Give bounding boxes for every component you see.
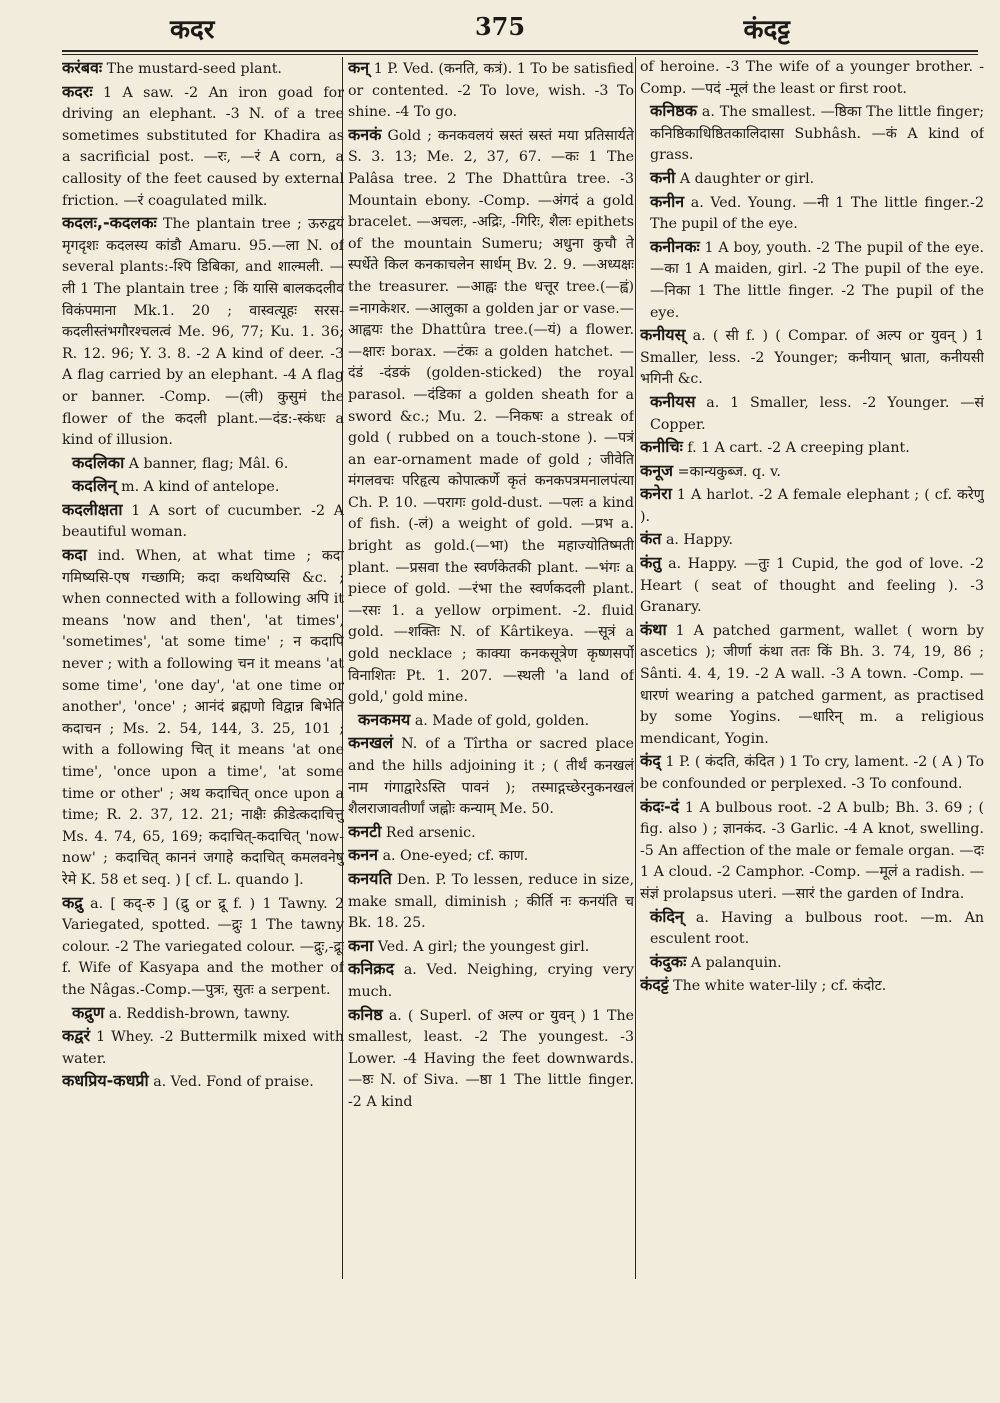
definition: N. of a Tîrtha or sacred place and the hills adjoining it ; ( तीर्थं कनखलं नाम गंगाद्वारेऽस्ति पावनं ); तस्माद्गच्छेरनुकनखलं शैलराजावतीर्णां जह्नोः कन्याम् Me. 50. [348, 736, 634, 818]
column-left [62, 57, 344, 1279]
definition: A palanquin. [690, 954, 782, 971]
dictionary-entry [348, 57, 634, 124]
definition: a. ( सी f. ) ( Compar. of अल्प or युवन् ) 1 Smaller, less. -2 Younger; कनीयान् भ्राता, कनीयसी भगिनी &c. [640, 328, 984, 388]
dictionary-entry [62, 892, 344, 1002]
dictionary-entry [62, 499, 344, 544]
headword: कनीयस् [640, 325, 686, 345]
dictionary-entry [348, 821, 634, 845]
columns [62, 57, 984, 1279]
definition: =कान्यकुब्ज. q. v. [677, 463, 781, 480]
headword: कदरः [62, 81, 93, 101]
definition: a. 1 Smaller, less. -2 Younger. —सं Copper. [650, 394, 984, 433]
dictionary-entry [348, 709, 634, 733]
dictionary-entry [62, 544, 344, 892]
dictionary-entry [640, 906, 984, 951]
definition: 1 A saw. -2 An iron goad for driving an elephant. -3 N. of a tree sometimes substituted for Khadira as a sacrificial post. —रः, —रं A corn, a callosity of the feet caused by external friction. —रं coagulated milk. [62, 84, 344, 209]
definition: a. Ved. Fond of praise. [153, 1074, 314, 1091]
headword: कनी [650, 167, 676, 187]
definition: Gold ; कनकवलयं स्रस्तं स्रस्तं मया प्रतिसार्यते S. 3. 13; Me. 2, 37, 67. —कः 1 The Palâsa tree. 2 The Dhattûra tree. -3 Mountain ebony. -Comp. —अंगदं a gold bracelet. —अचलः, -अद्रिः, -गिरिः, शैलः epithets of the mountain Sumeru; अधुना कुचौ ते स्पर्धेते किल कनकाचलेन सार्धम् Bv. 2. 9. —अध्यक्षः the treasurer. —आह्वः the धत्तूर tree.(—ह्वं) =नागकेशर. —आलुका a golden jar or vase.—आह्वयः the Dhattûra tree.(—यं) a flower. —क्षारः borax. —टंकः a golden hatchet. —दंडं -दंडकं (golden-sticked) the royal parasol. —दंडिका a golden sheath for a sword &c.; Mu. 2. —निकषः a streak of gold ( rubbed on a touch-stone ). —पत्रं an ear-ornament made of gold ; जीवेति मंगलवचः परिहृत्य कोपात्कर्णे कृतं कनकपत्रमनालपंत्या Ch. P. 10. —परागः gold-dust. —पलः a kind of fish. (-लं) a weight of gold. —प्रभ a. bright as gold.(—भा) the महाज्योतिष्मती plant. —प्रसवा the स्वर्णकेतकी plant. —भंगः a piece of gold. —रंभा the स्वर्णकदली plant. —रसः 1. a yellow orpiment. -2. fluid gold. —शक्तिः N. of Kârtikeya. —सूत्रं a gold necklace ; काक्या कनकसूत्रेण कृष्णसर्पो विनाशितः Pt. 1. 207. —स्थली 'a land of gold,' gold mine. [348, 127, 634, 706]
dictionary-entry [62, 475, 344, 499]
dictionary-entry [640, 619, 984, 751]
definition: a. Ved. Young. —नी 1 The little finger.-2 The pupil of the eye. [650, 194, 984, 233]
definition: a. Reddish-brown, tawny. [108, 1005, 291, 1022]
definition: f. 1 A cart. -2 A creeping plant. [687, 440, 910, 457]
definition: of heroine. -3 The wife of a younger brother. -Comp. —पदं -मूलं the least or first root. [640, 59, 984, 97]
headword: कंदिन् [650, 906, 684, 926]
definition: Den. P. To lessen, reduce in size, make small, diminish ; कीर्ति नः कनयंति च Bk. 18. 25. [348, 871, 634, 932]
dictionary-entry [348, 732, 634, 820]
definition: Red arsenic. [385, 824, 476, 841]
definition: A banner, flag; Mâl. 6. [128, 455, 289, 472]
definition: a. Happy. —तुः 1 Cupid, the god of love. -2 Heart ( seat of thought and feeling ). -3 Granary. [640, 556, 984, 616]
headword: कनिष्ठ [348, 1004, 383, 1024]
headword: कदलीक्षता [62, 499, 123, 519]
headword: कनिक्रद [348, 959, 395, 979]
headword: कनयति [348, 868, 392, 888]
headword: कंद् [640, 751, 661, 771]
headword: करंबवः [62, 58, 103, 77]
definition: 1 A harlot. -2 A female elephant ; ( cf. करेणु ). [640, 487, 984, 525]
dictionary-entry [348, 1004, 634, 1114]
dictionary-entry [640, 57, 984, 100]
dictionary-entry [62, 212, 344, 452]
headword: कंथा [640, 619, 667, 639]
definition: A daughter or girl. [679, 170, 815, 187]
column-right [640, 57, 984, 1279]
headword: कंदट्टं [640, 975, 669, 995]
dictionary-entry [640, 324, 984, 391]
headword: कद्वरं [62, 1026, 91, 1046]
definition: The white water-lily ; cf. कंदोट. [673, 978, 887, 995]
column-separator [635, 57, 636, 1279]
headword: कदलः,-कदलकः [62, 213, 157, 233]
definition: ind. When, at what time ; कदा गमिष्यसि-एष गच्छामि; कदा कथयिष्यसि &c. ; when connected with a following अपि it means 'now and then', 'at times', 'sometimes', 'at some time' ; न कदापि never ; with a following चन it means 'at some time', 'one day', 'at one time or another', 'once' ; आनंदं ब्रह्मणो विद्वान्न बिभेति कदाचन ; Ms. 2. 54, 144, 3. 25, 101 ; with a following चित् it means 'at one time', 'once upon a time', 'at some time or other' ; अथ कदाचित् once upon a time; R. 2. 37, 12. 21; नाक्षैः क्रीडेत्कदाचित्तु Ms. 4. 74, 65, 169; कदाचित्-कदाचित् 'now-now' ; कदाचित् काननं जगाहे कदाचित् कमलवनेषु रेमे K. 58 et seq. ) [ cf. L. quando ]. [62, 548, 344, 888]
dictionary-entry [640, 750, 984, 795]
headword: कनखलं [348, 733, 394, 753]
headword: कद्रु [62, 892, 83, 912]
headword: कनिष्ठक [650, 101, 698, 121]
dictionary-entry [640, 100, 984, 167]
definition: m. A kind of antelope. [121, 479, 280, 496]
dictionary-entry [640, 167, 984, 191]
column-middle [348, 57, 634, 1279]
headword: कद्रुण [72, 1002, 105, 1022]
definition: a. Made of gold, golden. [414, 712, 590, 729]
page-number: 375 [474, 12, 526, 41]
header-rule-thin [62, 54, 978, 55]
definition: 1 Whey. -2 Buttermilk mixed with water. [62, 1029, 344, 1067]
header-rule [62, 50, 978, 52]
headword: कनीयस [650, 391, 696, 411]
headword: कनेरा [640, 484, 672, 504]
headword: कदलिका [72, 452, 125, 472]
definition: a. [ कद्-रु ] (द्रु or द्रू f. ) 1 Tawny. 2 Variegated, spotted. —द्रुः 1 The tawny colour. -2 The variegated colour. —द्रुः,-द्रूः f. Wife of Kasyapa and the mother of the Nâgas.-Comp.—पुत्रः, सुतः a serpent. [62, 895, 344, 998]
dictionary-entry [640, 528, 984, 552]
dictionary-entry [640, 436, 984, 460]
dictionary-entry [640, 552, 984, 619]
dictionary-entry [640, 796, 984, 906]
definition: 1 A sort of cucumber. -2 A beautiful woman. [62, 502, 344, 541]
headword: कनीचिः [640, 437, 683, 457]
headword: कंदुकः [650, 951, 687, 971]
header-right-guide-word: कंदट्ट [743, 15, 790, 45]
dictionary-entry [640, 236, 984, 324]
headword: कनीन [650, 191, 685, 211]
headword: कन् [348, 58, 370, 77]
dictionary-entry [640, 951, 984, 975]
headword: कनटी [348, 821, 382, 841]
dictionary-entry [348, 868, 634, 935]
definition: a. The smallest. —ष्ठिका The little finger; कनिष्ठिकाधिष्ठितकालिदासा Subhâsh. —कं A kind of grass. [650, 104, 984, 164]
dictionary-entry [348, 124, 634, 709]
page-header [60, 10, 940, 44]
definition: Ved. A girl; the youngest girl. [377, 938, 590, 955]
definition: 1 P. ( कंदति, कंदित ) 1 To cry, lament. -2 ( A ) To be confounded or perplexed. -3 To confound. [640, 754, 984, 792]
dictionary-entry [62, 81, 344, 213]
definition: The mustard-seed plant. [106, 61, 282, 77]
dictionary-entry [62, 452, 344, 476]
dictionary-entry [62, 1070, 344, 1094]
definition: The plantain tree ; ऊरुद्वयं मृगदृशः कदलस्य कांडौ Amaru. 95.—ला N. of several plants:-श्पि डिबिका, and शाल्मली. —ली 1 The plantain tree ; किं यासि बालकदलीव विकंपमाना Mk.1. 20 ; वास्वत्यूहः सरस-कदलीस्तंभगौरश्चलत्वं Me. 96, 77; Ku. 1. 36; R. 12. 96; Y. 3. 8. -2 A kind of deer. -3 A flag carried by an elephant. -4 A flag or banner. -Comp. —(ली) कुसुमं the flower of the कदली plant.—दंड:-स्कंधः a kind of illusion. [62, 216, 344, 449]
headword: कंदः-दं [640, 796, 680, 816]
column-separator [342, 57, 343, 1279]
dictionary-entry [640, 391, 984, 436]
headword: कनन [348, 845, 379, 865]
dictionary-entry [640, 483, 984, 528]
dictionary-entry [640, 460, 984, 484]
headword: कनीनकः [650, 236, 700, 256]
headword: कना [348, 935, 374, 955]
definition: 1 A patched garment, wallet ( worn by ascetics ); जीर्णा कंथा ततः किं Bh. 3. 74, 19, 86 ; Sânti. 4. 4, 19. -2 A wall. -3 A town. -Comp. —धारणं wearing a patched garment, as practised by some Yogins. —धारिन् m. a religious mendicant, Yogin. [640, 622, 984, 747]
definition: a. One-eyed; cf. काण. [382, 848, 529, 865]
definition: 1 P. Ved. (कनति, कत्रं). 1 To be satisfied or contented. -2 To love, wish. -3 To shine. -4 To go. [348, 61, 634, 121]
headword: कनकमय [358, 709, 411, 729]
definition: a. Having a bulbous root. —m. An esculent root. [650, 909, 984, 948]
dictionary-entry [62, 1025, 344, 1070]
headword: कधप्रिय-कधप्री [62, 1071, 149, 1091]
dictionary-entry [348, 958, 634, 1003]
definition: a. Ved. Neighing, crying very much. [348, 962, 634, 1000]
dictionary-entry [640, 191, 984, 236]
header-left-guide-word: कदर [170, 15, 215, 45]
definition: a. Happy. [665, 532, 734, 549]
dictionary-entry [640, 974, 984, 998]
headword: कनकं [348, 124, 382, 144]
dictionary-entry [62, 1002, 344, 1026]
headword: कंतु [640, 553, 662, 573]
definition: 1 A boy, youth. -2 The pupil of the eye. —का 1 A maiden, girl. -2 The pupil of the eye. —निका 1 The little finger. -2 The pupil of the eye. [650, 239, 984, 321]
dictionary-entry [348, 935, 634, 959]
definition: 1 A bulbous root. -2 A bulb; Bh. 3. 69 ; ( fig. also ) ; ज्ञानकंद. -3 Garlic. -4 A knot, swelling. -5 An affection of the male or female organ. —दः 1 A cloud. -2 Camphor. -Comp. —मूलं a radish. —संज्ञं prolapsus uteri. —सारं the garden of Indra. [640, 799, 984, 902]
definition: a. ( Superl. of अल्प or युवन् ) 1 The smallest, least. -2 The youngest. -3 Lower. -4 Having the feet downwards. —ष्ठः N. of Siva. —ष्ठा 1 The little finger. -2 A kind [348, 1007, 634, 1110]
headword: कंत [640, 529, 662, 549]
dictionary-entry [348, 844, 634, 868]
dictionary-entry [62, 57, 344, 81]
headword: कदलिन् [72, 476, 117, 496]
headword: कदा [62, 545, 87, 565]
headword: कनूज [640, 460, 674, 480]
